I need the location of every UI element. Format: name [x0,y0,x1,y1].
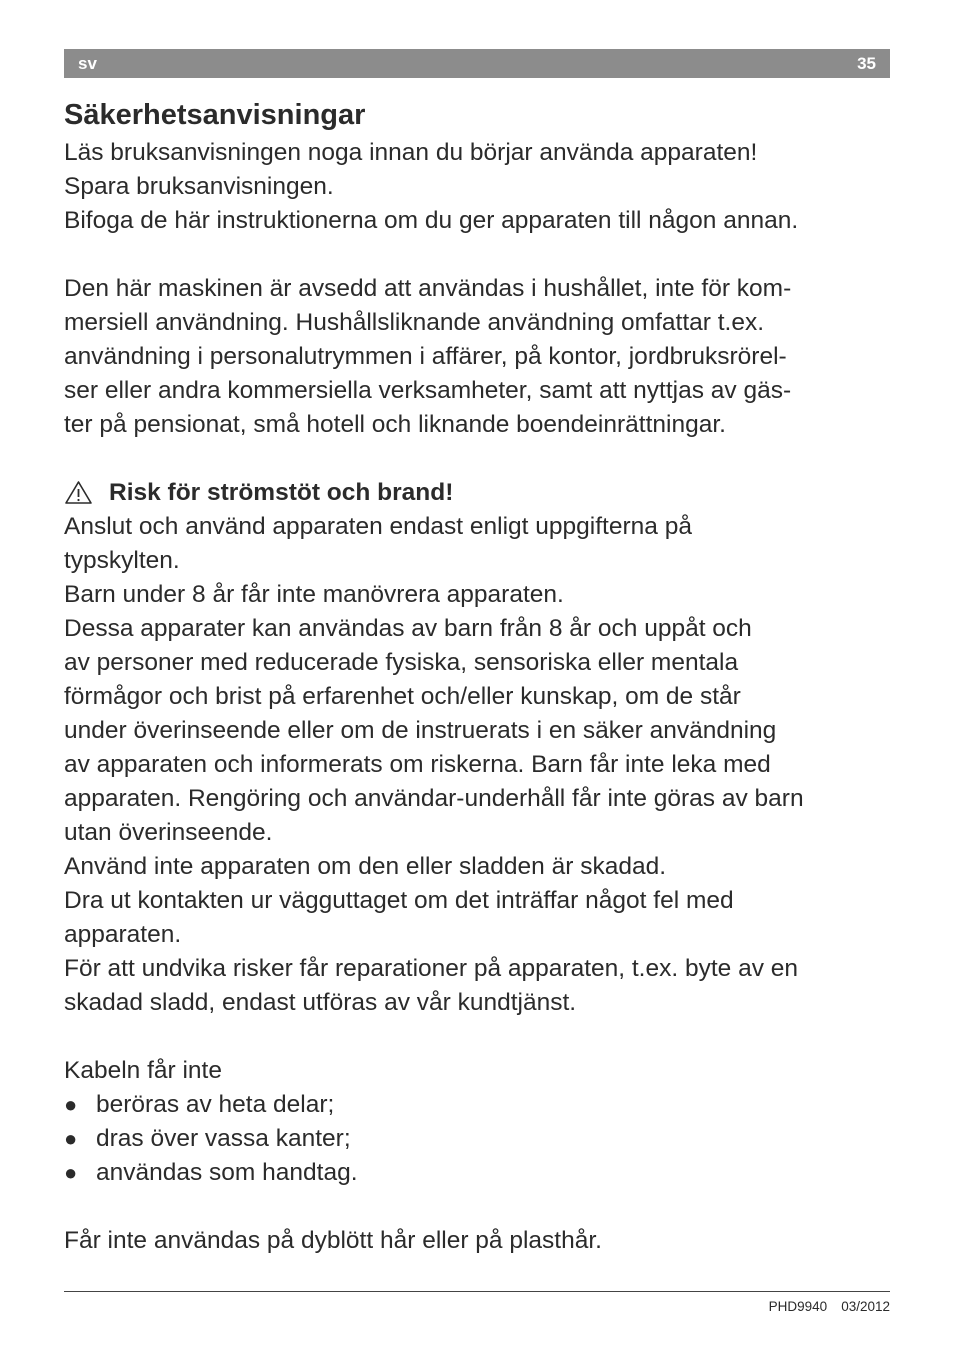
list-item-text: användas som handtag. [96,1159,358,1186]
list-item [64,1156,892,1190]
bullet-icon: ● [64,1092,78,1117]
edition-date: 03/2012 [841,1299,890,1314]
text-line: Barn under 8 år får inte manövrera apparaten. [64,581,564,608]
list-item [64,1122,892,1156]
language-code: sv [78,53,97,73]
text-line: mersiell användning. Hushållsliknande användning omfattar t.ex. [64,309,765,336]
intro-paragraph [64,136,892,238]
text-line: Spara bruksanvisningen. [64,173,334,200]
text-line: användning i personalutrymmen i affärer, på kontor, jordbruksrörel- [64,343,787,370]
list-item-text: dras över vassa kanter; [96,1125,351,1152]
text-line: typskylten. [64,547,180,574]
cable-intro: Kabeln får inte [64,1057,222,1084]
text-line: ter på pensionat, små hotell och liknande boendeinrättningar. [64,411,726,438]
cable-list [64,1088,892,1190]
text-line: För att undvika risker får reparationer på apparaten, t.ex. byte av en [64,955,799,982]
page-content [64,96,892,1258]
usage-paragraph [64,272,892,442]
model-number: PHD9940 [768,1299,828,1314]
paragraph-spacer [64,1020,892,1054]
text-line: apparaten. Rengöring och användar-underhåll får inte göras av barn [64,785,804,812]
list-item [64,1088,892,1122]
text-line: Läs bruksanvisningen noga innan du börjar använda apparaten! [64,139,758,166]
text-line: Bifoga de här instruktionerna om du ger apparaten till någon annan. [64,207,799,234]
paragraph-spacer [64,238,892,272]
text-line: Anslut och använd apparaten endast enligt uppgifterna på [64,513,692,540]
text-line: under överinseende eller om de instruerats i en säker användning [64,717,777,744]
page-title: Säkerhetsanvisningar [64,99,366,131]
text-line: av apparaten och informerats om riskerna. Barn får inte leka med [64,751,771,778]
text-line: Den här maskinen är avsedd att användas i hushållet, inte för kom- [64,275,792,302]
text-line: apparaten. [64,921,182,948]
page-footer [769,1299,890,1314]
text-line: ser eller andra kommersiella verksamheter, samt att nyttjas av gäs- [64,377,792,404]
text-line: Använd inte apparaten om den eller sladden är skadad. [64,853,667,880]
footer-divider [64,1291,890,1292]
page-number: 35 [857,53,876,73]
text-line: Dessa apparater kan användas av barn från 8 år och uppåt och [64,615,752,642]
warning-paragraph [64,510,892,1020]
final-note: Får inte användas på dyblött hår eller på plasthår. [64,1227,602,1254]
warning-heading [64,476,892,510]
page-header-bar [64,49,890,78]
bullet-icon: ● [64,1126,78,1151]
paragraph-spacer [64,442,892,476]
text-line: Dra ut kontakten ur vägguttaget om det inträffar något fel med [64,887,734,914]
text-line: utan överinseende. [64,819,273,846]
warning-triangle-icon [64,480,93,505]
text-line: skadad sladd, endast utföras av vår kundtjänst. [64,989,577,1016]
paragraph-spacer [64,1190,892,1224]
warning-heading-text: Risk för strömstöt och brand! [109,479,454,506]
list-item-text: beröras av heta delar; [96,1091,335,1118]
text-line: av personer med reducerade fysiska, sensoriska eller mentala [64,649,739,676]
text-line: förmågor och brist på erfarenhet och/eller kunskap, om de står [64,683,741,710]
bullet-icon: ● [64,1160,78,1185]
